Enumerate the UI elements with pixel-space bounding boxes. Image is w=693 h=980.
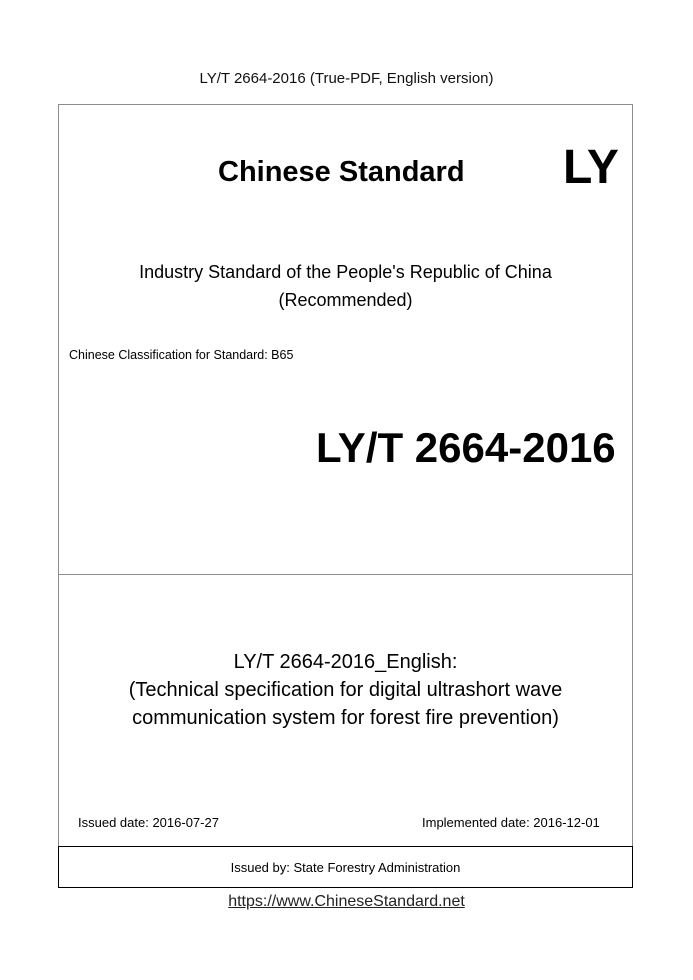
- industry-line-1: Industry Standard of the People's Republic of China: [139, 262, 552, 282]
- english-title-line-3: communication system for forest fire prevention): [132, 707, 559, 729]
- cover-heading: Chinese Standard: [218, 156, 465, 188]
- industry-line-2: (Recommended): [278, 290, 413, 310]
- classification-text: Chinese Classification for Standard: B65: [69, 348, 294, 362]
- industry-standard-text: [58, 258, 633, 314]
- english-title-line-1: LY/T 2664-2016_English:: [233, 651, 458, 673]
- standard-number: LY/T 2664-2016: [316, 424, 616, 471]
- website-link[interactable]: https://www.ChineseStandard.net: [228, 893, 465, 910]
- english-title-line-2: (Technical specification for digital ultrashort wave: [128, 679, 563, 701]
- english-title-block: [58, 648, 633, 732]
- standard-code-mark: LY: [563, 141, 618, 194]
- issuer-text: Issued by: State Forestry Administration: [230, 860, 461, 875]
- issued-date: Issued date: 2016-07-27: [78, 815, 219, 830]
- document-header-title: LY/T 2664-2016 (True-PDF, English version): [199, 70, 494, 87]
- implemented-date: Implemented date: 2016-12-01: [422, 815, 600, 830]
